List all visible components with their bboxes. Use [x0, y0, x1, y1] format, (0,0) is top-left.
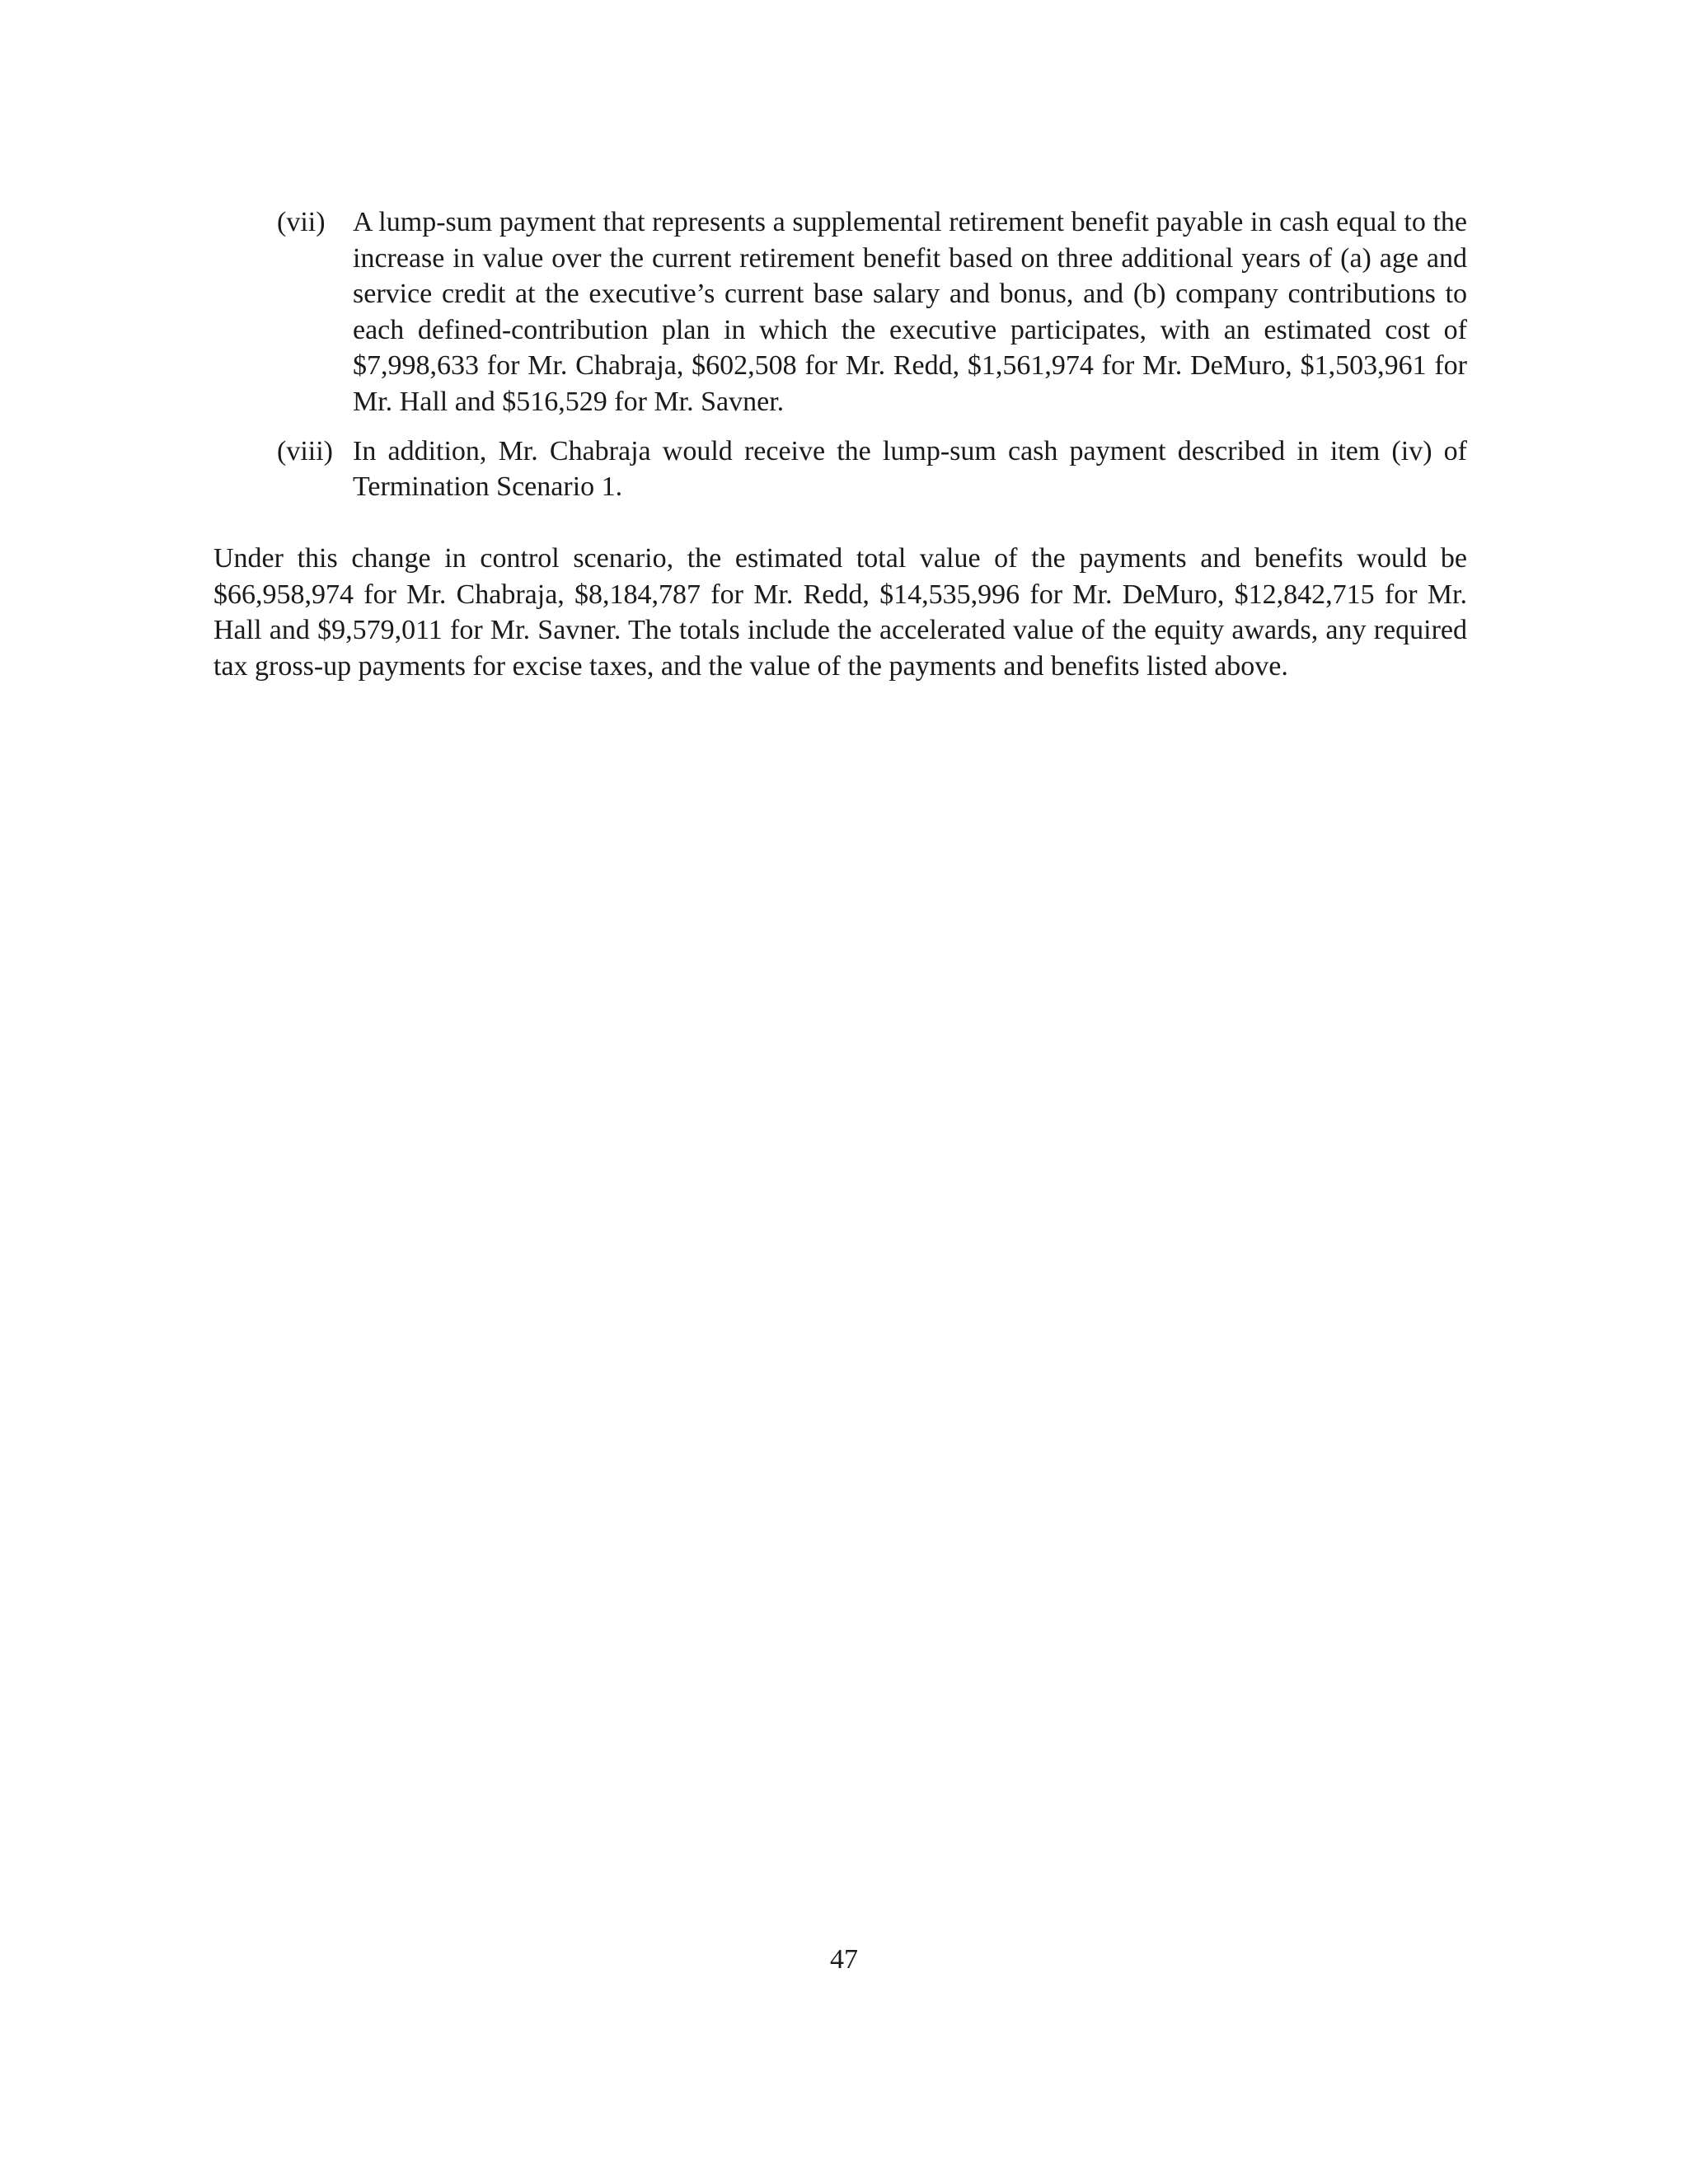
list-item-text: A lump-sum payment that represents a supplemental retirement benefit payable in cash equal to the increase in value over the current retirement benefit based on three additional years of (a) age and service credit at the executive’s current base salary and bonus, and (b) company contributions to each defined-contribution plan in which the executive participates, with an estimated cost of $7,998,633 for Mr. Chabraja, $602,508 for Mr. Redd, $1,561,974 for Mr. DeMuro, $1,503,961 for Mr. Hall and $516,529 for Mr. Savner.	[353, 207, 1467, 417]
list-item-marker: (vii)	[277, 207, 326, 237]
list-item-text: In addition, Mr. Chabraja would receive the lump-sum cash payment described in item (iv) of Termination Scenario 1.	[353, 435, 1467, 503]
benefit-list	[279, 204, 1467, 505]
summary-paragraph: Under this change in control scenario, the estimated total value of the payments and benefits would be $66,958,974 for Mr. Chabraja, $8,184,787 for Mr. Redd, $14,535,996 for Mr. DeMuro, $12,842,715 for Mr. Hall and $9,579,011 for Mr. Savner. The totals include the accelerated value of the equity awards, any required tax gross-up payments for excise taxes, and the value of the payments and benefits listed above.	[213, 543, 1467, 682]
list-item-marker: (viii)	[277, 435, 333, 466]
list-item-viii	[279, 434, 1467, 505]
list-item-vii	[279, 204, 1467, 420]
page-number: 47	[830, 1944, 858, 1975]
